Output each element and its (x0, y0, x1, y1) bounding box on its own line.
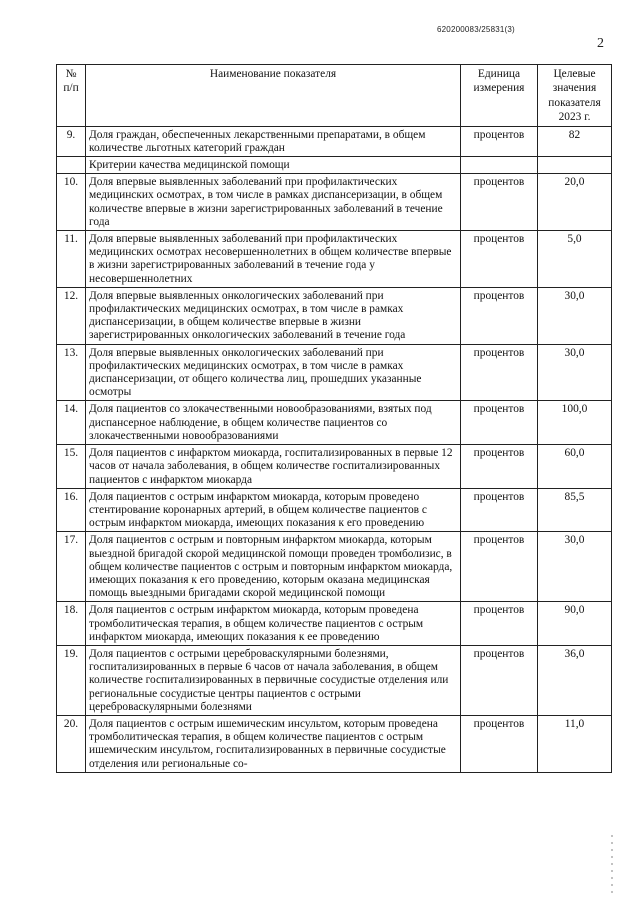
row-name: Доля пациентов с инфарктом миокарда, госпитализированных в первые 12 часов от начала заболевания, в общем количестве госпитализированных пациентов с инфарктом миокарда (86, 445, 461, 489)
table-row (57, 126, 612, 156)
table-row (57, 488, 612, 532)
row-value: 85,5 (538, 488, 612, 532)
row-name: Доля пациентов с острым и повторным инфарктом миокарда, которым выездной бригадой скорой медицинской помощи проведен тромболизис, в общем количестве пациентов с острым и повторным инфарктом миокарда, имеющих показания к его проведению, которым оказана медицинская помощь выездными бригадами скорой медицинской помощи (86, 532, 461, 602)
row-value: 60,0 (538, 445, 612, 489)
table-row (57, 532, 612, 602)
row-number: 16. (57, 488, 86, 532)
table-row (57, 602, 612, 646)
row-value: 20,0 (538, 174, 612, 231)
row-name: Доля пациентов с острым инфарктом миокарда, которым проведена тромболитическая терапия, в общем количестве пациентов с острым инфарктом миокарда, имеющих показания к ее проведению (86, 602, 461, 646)
header-num: № п/п (57, 65, 86, 127)
row-number: 10. (57, 174, 86, 231)
table-header-row (57, 65, 612, 127)
header-unit: Единица измерения (461, 65, 538, 127)
row-name: Доля впервые выявленных онкологических заболеваний при профилактических медицинских осмотрах, в том числе в рамках диспансеризации, в общем количестве впервые в жизни зарегистрированных онкологических заболеваний в течение года (86, 287, 461, 344)
section-row (57, 157, 612, 174)
table-row (57, 401, 612, 445)
row-number: 19. (57, 645, 86, 715)
row-number: 18. (57, 602, 86, 646)
row-number: 20. (57, 715, 86, 772)
row-name: Доля пациентов с острым ишемическим инсультом, которым проведена тромболитическая терапия, в общем количестве пациентов с острым ишемическим инсультом, госпитализированных в первичные сосудистые отделения или региональные со- (86, 715, 461, 772)
row-name: Доля впервые выявленных онкологических заболеваний при профилактических медицинских осмотрах, в том числе в рамках диспансеризации, от общего количества лиц, прошедших указанные осмотры (86, 344, 461, 401)
row-value: 90,0 (538, 602, 612, 646)
row-value: 11,0 (538, 715, 612, 772)
row-name: Доля впервые выявленных заболеваний при профилактических медицинских осмотрах несовершеннолетних в общем количестве впервые в жизни зарегистрированных заболеваний в течение года у несовершеннолетних (86, 231, 461, 288)
page-number: 2 (597, 36, 604, 51)
row-value: 36,0 (538, 645, 612, 715)
table-row (57, 445, 612, 489)
row-value: 100,0 (538, 401, 612, 445)
table-row (57, 715, 612, 772)
row-number: 13. (57, 344, 86, 401)
scan-artifact (611, 835, 613, 895)
section-unit-cell (461, 157, 538, 174)
row-name: Доля граждан, обеспеченных лекарственными препаратами, в общем количестве льготных категорий граждан (86, 126, 461, 156)
row-unit: процентов (461, 445, 538, 489)
row-unit: процентов (461, 287, 538, 344)
row-unit: процентов (461, 174, 538, 231)
row-unit: процентов (461, 488, 538, 532)
row-unit: процентов (461, 532, 538, 602)
section-title: Критерии качества медицинской помощи (86, 157, 461, 174)
table-row (57, 287, 612, 344)
row-name: Доля пациентов с острыми цереброваскулярными болезнями, госпитализированных в первые 6 часов от начала заболевания, в общем количестве госпитализированных в первичные сосудистые отделения или региональные сосудистые центры пациентов с острыми цереброваскулярными болезнями (86, 645, 461, 715)
header-target: Целевые значения показателя 2023 г. (538, 65, 612, 127)
row-value: 82 (538, 126, 612, 156)
row-unit: процентов (461, 602, 538, 646)
row-unit: процентов (461, 401, 538, 445)
row-unit: процентов (461, 344, 538, 401)
row-value: 30,0 (538, 532, 612, 602)
table-row (57, 645, 612, 715)
document-id: 620200083/25831(3) (437, 25, 515, 34)
row-number: 11. (57, 231, 86, 288)
row-unit: процентов (461, 231, 538, 288)
row-value: 5,0 (538, 231, 612, 288)
section-num-cell (57, 157, 86, 174)
table-row (57, 231, 612, 288)
row-name: Доля пациентов со злокачественными новообразованиями, взятых под диспансерное наблюдение, в общем количестве пациентов со злокачественными новообразованиями (86, 401, 461, 445)
row-number: 15. (57, 445, 86, 489)
row-name: Доля впервые выявленных заболеваний при профилактических медицинских осмотрах, в том числе в рамках диспансеризации, в общем количестве впервые в жизни зарегистрированных заболеваний в течение года (86, 174, 461, 231)
row-number: 12. (57, 287, 86, 344)
table-row (57, 174, 612, 231)
row-number: 14. (57, 401, 86, 445)
row-name: Доля пациентов с острым инфарктом миокарда, которым проведено стентирование коронарных артерий, в общем количестве пациентов с острым инфарктом миокарда, имеющих показания к его проведению (86, 488, 461, 532)
row-value: 30,0 (538, 287, 612, 344)
indicators-table (56, 64, 612, 773)
header-name: Наименование показателя (86, 65, 461, 127)
row-number: 9. (57, 126, 86, 156)
section-value-cell (538, 157, 612, 174)
row-unit: процентов (461, 126, 538, 156)
row-unit: процентов (461, 645, 538, 715)
row-number: 17. (57, 532, 86, 602)
row-value: 30,0 (538, 344, 612, 401)
row-unit: процентов (461, 715, 538, 772)
table-row (57, 344, 612, 401)
